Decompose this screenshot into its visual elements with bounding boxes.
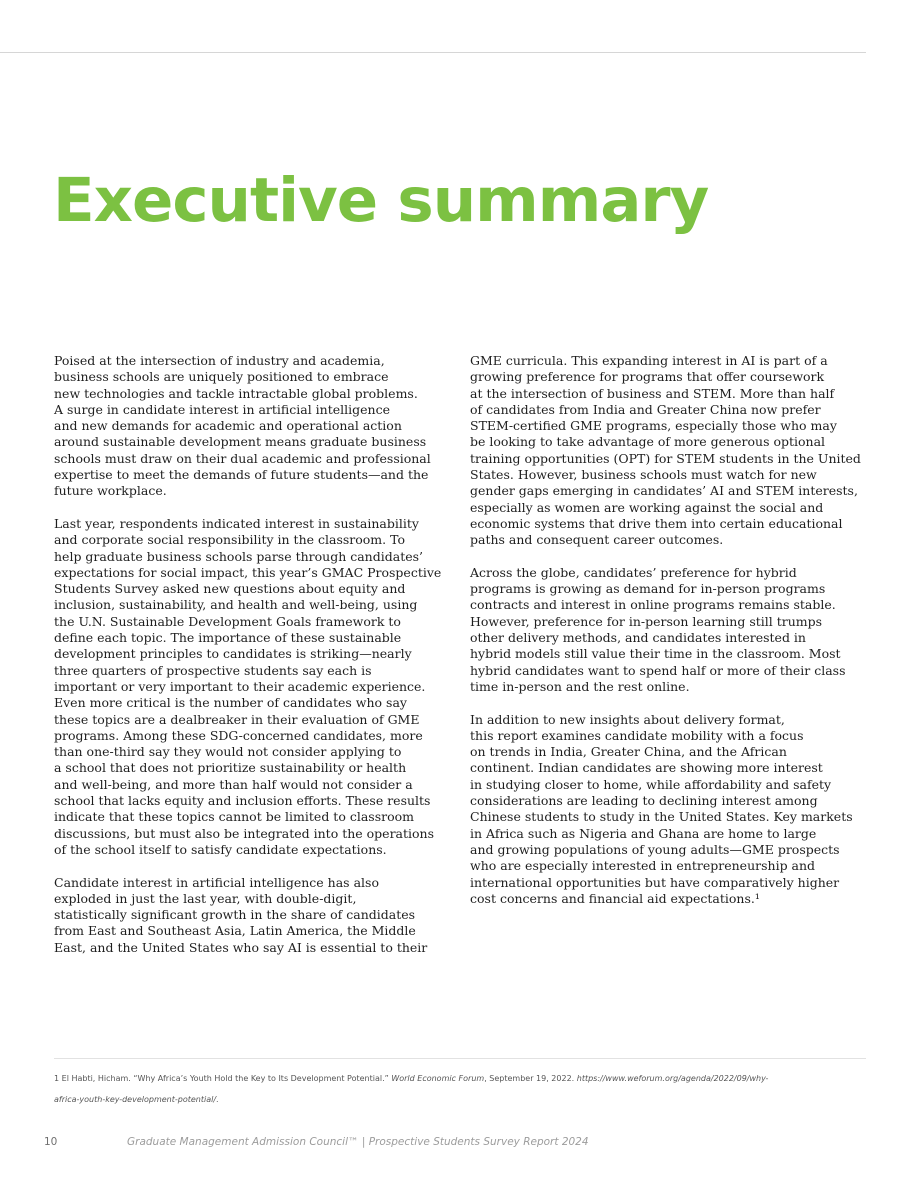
body-paragraph: Across the globe, candidates’ preference for hybrid programs is growing as demand for in-person programs contracts and interest in online programs remains stable. However, preference for in-person learning still trumps other delivery methods, and candidates interested in hybrid models still value their time in the classroom. Most hybrid candidates want to spend half or more of their class time in-person and the rest online.: [470, 564, 846, 694]
footnote-citation: 1 El Habti, Hicham. “Why Africa’s Youth Hold the Key to Its Development Potential.”: [54, 1074, 392, 1083]
footnote-end: .: [216, 1095, 219, 1104]
right-column: [470, 353, 866, 923]
top-divider: [0, 52, 866, 53]
body-paragraph: Last year, respondents indicated interest in sustainability and corporate social responsibility in the classroom. To help graduate business schools parse through candidates’ expectations for social impact, this year’s GMAC Prospective Students Survey asked new questions about equity and inclusion, sustainability, and health and well-being, using the U.N. Sustainable Development Goals framework to define each topic. The importance of these sustainable development principles to candidates is striking—nearly three quarters of prospective students say each is important or very important to their academic experience. Even more critical is the number of candidates who say these topics are a dealbreaker in their evaluation of GME programs. Among these SDG-concerned candidates, more than one-third say they would not consider applying to a school that does not prioritize sustainability or health and well-being, and more than half would not consider a school that lacks equity and inclusion efforts. These results indicate that these topics cannot be limited to classroom discussions, but must also be integrated into the operations of the school itself to satisfy candidate expectations.: [54, 515, 442, 857]
footnote-divider: [54, 1058, 866, 1059]
left-column: [54, 353, 448, 972]
footnote-source: World Economic Forum: [391, 1074, 485, 1083]
body-paragraph: Poised at the intersection of industry and academia, business schools are uniquely positioned to embrace new technologies and tackle intractable global problems. A surge in candidate interest in artificial intelligence and new demands for academic and operational action around sustainable development means graduate business schools must draw on their dual academic and professional expertise to meet the demands of future students—and the future workplace.: [54, 353, 431, 499]
page-number: 10: [44, 1136, 58, 1148]
footnote: [54, 1068, 866, 1110]
page-title: Executive summary: [53, 165, 709, 236]
footnote-url-link[interactable]: https://www.weforum.org/agenda/2022/09/why- africa-youth-key-development-potential/: [54, 1074, 769, 1104]
body-paragraph: Candidate interest in artificial intelligence has also exploded in just the last year, with double-digit, statistically significant growth in the share of candidates from East and Southeast Asia, Latin America, the Middle East, and the United States who say AI is essential to their: [54, 874, 428, 955]
body-paragraph: GME curricula. This expanding interest in AI is part of a growing preference for programs that offer coursework at the intersection of business and STEM. More than half of candidates from India and Greater China now prefer STEM-certified GME programs, especially those who may be looking to take advantage of more generous optional training opportunities (OPT) for STEM students in the United States. However, business schools must watch for new gender gaps emerging in candidates’ AI and STEM interests, especially as women are working against the social and economic systems that drive them into certain educational paths and consequent career outcomes.: [470, 353, 861, 548]
footnote-date: , September 19, 2022.: [484, 1074, 577, 1083]
body-paragraph: In addition to new insights about delivery format, this report examines candidate mobility with a focus on trends in India, Greater China, and the African continent. Indian candidates are showing more interest in studying closer to home, while affordability and safety considerations are leading to declining interest among Chinese students to study in the United States. Key markets in Africa such as Nigeria and Ghana are home to large and growing populations of young adults—GME prospects who are especially interested in entrepreneurship and international opportunities but have comparatively higher cost concerns and financial aid expectations.¹: [470, 711, 853, 906]
footer-text: Graduate Management Admission Council™ | Prospective Students Survey Report 2024: [127, 1136, 589, 1148]
